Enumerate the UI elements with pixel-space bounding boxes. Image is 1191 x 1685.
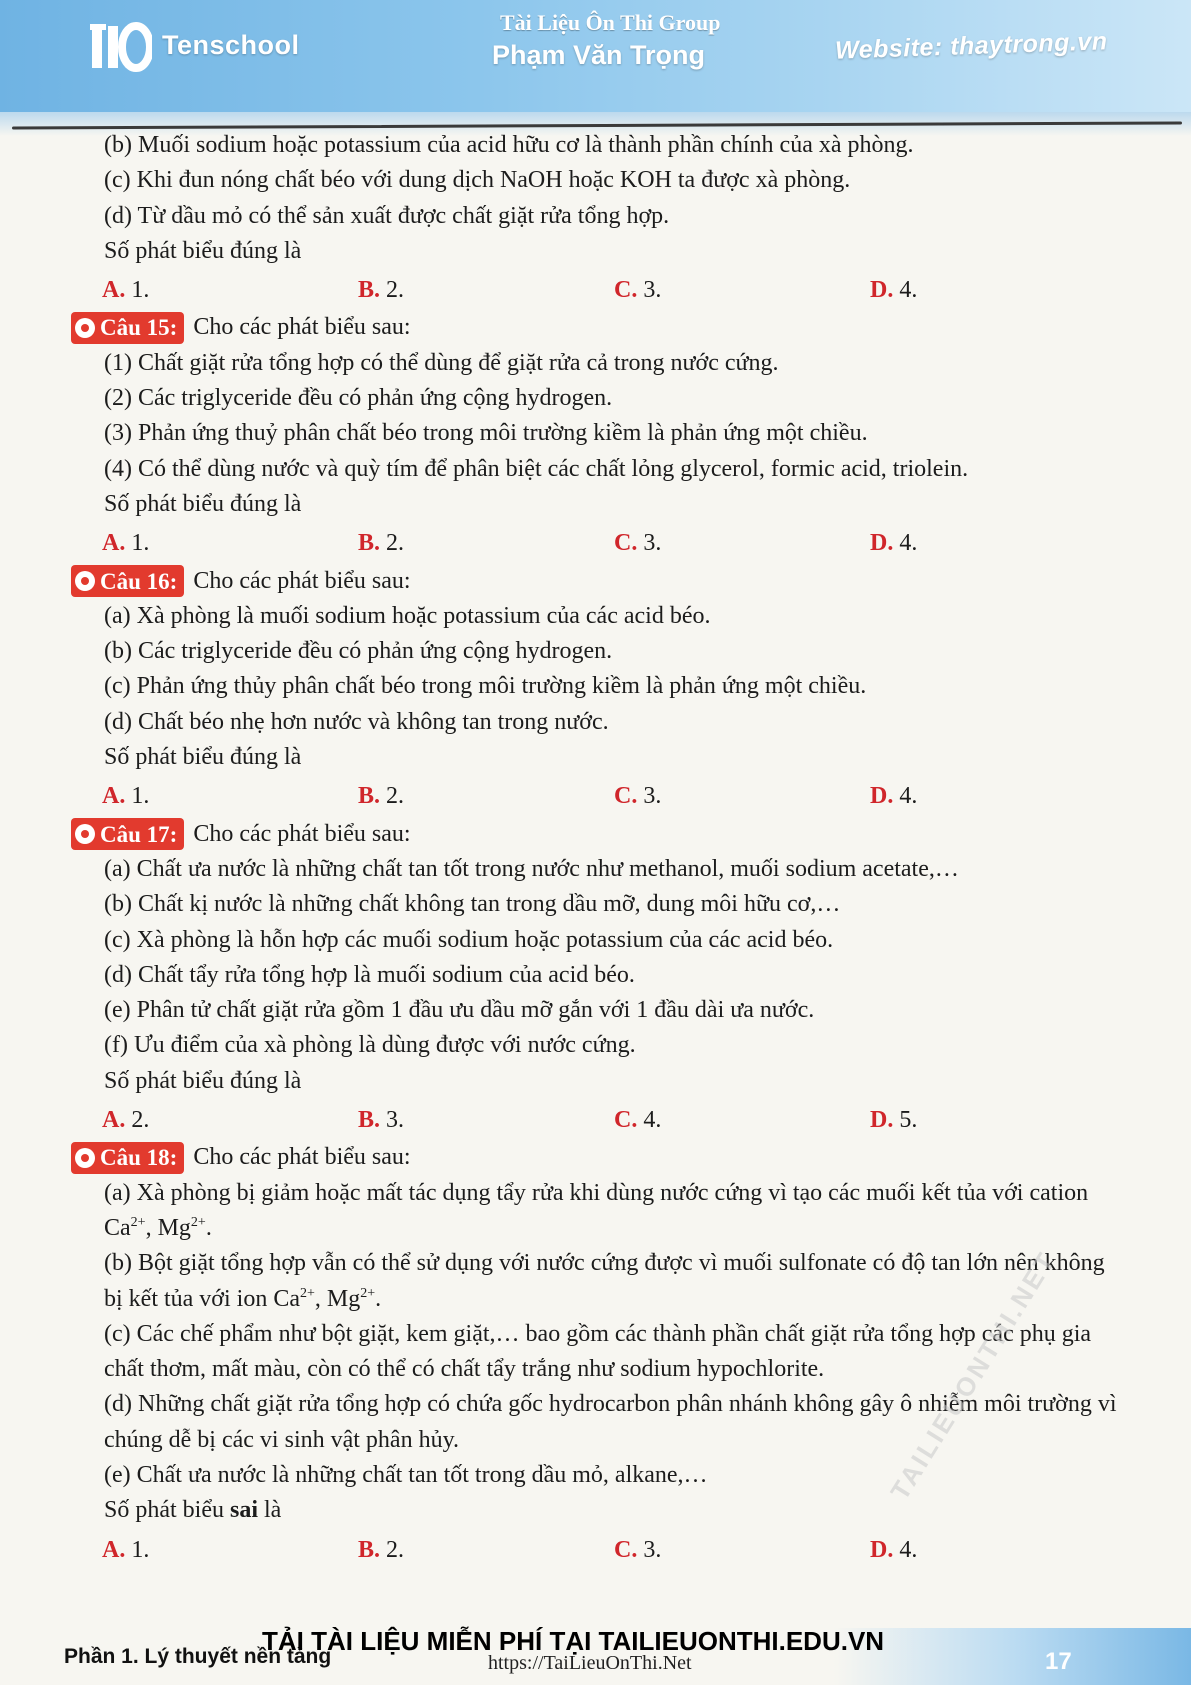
option-letter: C. xyxy=(614,277,638,304)
option-d[interactable] xyxy=(870,1533,1126,1568)
option-text: 5. xyxy=(899,1107,918,1134)
option-letter: D. xyxy=(870,530,894,557)
option-b[interactable] xyxy=(358,273,614,308)
option-letter: A. xyxy=(102,783,126,810)
tenschool-logo-icon xyxy=(90,22,152,72)
option-a[interactable] xyxy=(102,1533,358,1568)
question-label: Câu 18: xyxy=(100,1145,178,1171)
page-number: 17 xyxy=(1045,1648,1072,1675)
question-prompt: Cho các phát biểu sau: xyxy=(193,820,411,847)
option-b[interactable] xyxy=(358,779,614,814)
question-prompt: Cho các phát biểu sau: xyxy=(193,1144,411,1171)
option-text: 2. xyxy=(131,1107,150,1134)
option-letter: A. xyxy=(102,277,126,304)
option-letter: B. xyxy=(358,1107,381,1134)
answer-options xyxy=(102,273,1126,308)
option-letter: C. xyxy=(614,1536,638,1563)
statement-line: (d) Chất béo nhẹ hơn nước và không tan trong nước. xyxy=(104,708,609,735)
ion-charge: 2+ xyxy=(300,1285,315,1301)
option-a[interactable] xyxy=(102,1103,358,1138)
question-badge xyxy=(71,565,184,597)
question-18-header xyxy=(96,1140,1126,1175)
option-a[interactable] xyxy=(102,779,358,814)
question-label: Câu 17: xyxy=(100,821,178,847)
question-16-header xyxy=(96,564,1126,599)
ion-charge: 2+ xyxy=(190,1214,206,1230)
ion-charge: 2+ xyxy=(360,1285,376,1301)
statement-text: (b) Bột giặt tổng hợp vẫn có thể sử dụng với nước cứng được vì muối sulfonate có độ tan lớn nên không bị kết tủa với ion Ca xyxy=(104,1250,1105,1312)
badge-icon xyxy=(75,318,95,338)
badge-icon xyxy=(75,824,95,844)
ion-separator: , Mg xyxy=(145,1214,191,1241)
option-letter: B. xyxy=(358,530,381,557)
option-letter: D. xyxy=(870,783,894,810)
question-prompt: Cho các phát biểu sau: xyxy=(193,314,411,341)
option-b[interactable] xyxy=(358,1533,614,1568)
author-name: Phạm Văn Trọng xyxy=(492,40,706,70)
question-stem: Số phát biểu đúng là xyxy=(104,744,302,771)
option-b[interactable] xyxy=(358,1103,614,1138)
statement-line: (4) Có thể dùng nước và quỳ tím để phân biệt các chất lỏng glycerol, formic acid, triolein. xyxy=(104,455,969,482)
statement-line: (f) Ưu điểm của xà phòng là dùng được với nước cứng. xyxy=(104,1032,636,1059)
statement-line: (e) Chất ưa nước là những chất tan tốt trong dầu mỏ, alkane,… xyxy=(104,1461,708,1488)
statement-line: (c) Xà phòng là hỗn hợp các muối sodium hoặc potassium của các acid béo. xyxy=(104,926,834,953)
option-c[interactable] xyxy=(614,273,870,308)
option-letter: A. xyxy=(102,1107,126,1134)
statement-line: (b) Muối sodium hoặc potassium của acid hữu cơ là thành phần chính của xà phòng. xyxy=(104,132,914,158)
question-17-header xyxy=(96,817,1126,852)
option-text: 1. xyxy=(131,530,150,557)
stem-prefix: Số phát biểu xyxy=(104,1497,230,1524)
option-letter: C. xyxy=(614,530,638,557)
statement-line: (a) Xà phòng là muối sodium hoặc potassium của các acid béo. xyxy=(104,602,711,629)
option-letter: C. xyxy=(614,1107,638,1134)
option-text: 4. xyxy=(899,530,918,557)
option-text: 2. xyxy=(386,1536,405,1563)
option-text: 2. xyxy=(386,530,405,557)
option-letter: B. xyxy=(358,1536,381,1563)
question-badge xyxy=(71,1142,184,1174)
question-stem: Số phát biểu đúng là xyxy=(104,237,302,264)
option-text: 3. xyxy=(386,1107,405,1134)
stem-emphasis: sai xyxy=(230,1497,259,1524)
statement-line: (e) Phân tử chất giặt rửa gồm 1 đầu ưu dầu mỡ gắn với 1 đầu dài ưa nước. xyxy=(104,997,815,1024)
footer-section-title: Phần 1. Lý thuyết nền tảng xyxy=(64,1645,332,1668)
option-letter: D. xyxy=(870,1536,894,1563)
website-link[interactable]: Website: thaytrong.vn xyxy=(834,27,1108,65)
badge-icon xyxy=(75,571,95,591)
question-stem xyxy=(104,1493,1126,1528)
statement-line: (c) Khi đun nóng chất béo với dung dịch NaOH hoặc KOH ta được xà phòng. xyxy=(104,167,851,194)
ion-charge: 2+ xyxy=(130,1214,146,1230)
option-text: 1. xyxy=(131,277,150,304)
statement-line: (d) Từ dầu mỏ có thể sản xuất được chất giặt rửa tổng hợp. xyxy=(104,202,670,229)
option-c[interactable] xyxy=(614,1533,870,1568)
option-d[interactable] xyxy=(870,526,1126,561)
question-label: Câu 16: xyxy=(100,568,178,594)
option-text: 1. xyxy=(131,1536,150,1563)
answer-options xyxy=(102,1103,1126,1138)
answer-options xyxy=(102,526,1126,561)
statement-line: (d) Chất tẩy rửa tổng hợp là muối sodium của acid béo. xyxy=(104,961,635,988)
option-text: 3. xyxy=(643,1536,662,1563)
statement-text: (a) Xà phòng bị giảm hoặc mất tác dụng tẩy rửa khi dùng nước cứng vì tạo các muối kết tủa với cation Ca xyxy=(104,1179,1089,1241)
option-d[interactable] xyxy=(870,273,1126,308)
group-name: Tài Liệu Ôn Thi Group xyxy=(500,10,721,35)
option-letter: A. xyxy=(102,530,126,557)
line-end: . xyxy=(205,1214,212,1241)
option-text: 3. xyxy=(643,277,662,304)
option-c[interactable] xyxy=(614,779,870,814)
statement-line: (2) Các triglyceride đều có phản ứng cộng hydrogen. xyxy=(104,385,613,412)
option-text: 3. xyxy=(643,783,662,810)
option-d[interactable] xyxy=(870,779,1126,814)
footer-url-link[interactable]: https://TaiLieuOnThi.Net xyxy=(488,1652,692,1674)
option-letter: C. xyxy=(614,783,638,810)
option-c[interactable] xyxy=(614,526,870,561)
statement-line: (a) Chất ưa nước là những chất tan tốt trong nước như methanol, muối sodium acetate,… xyxy=(104,855,959,882)
question-prompt: Cho các phát biểu sau: xyxy=(193,567,411,594)
question-label: Câu 15: xyxy=(100,315,178,341)
question-15-header xyxy=(96,310,1126,345)
answer-options xyxy=(102,779,1126,814)
badge-icon xyxy=(75,1148,95,1168)
watermark: TAILIEUONTHI.NET xyxy=(884,1245,1063,1505)
statement-line: (1) Chất giặt rửa tổng hợp có thể dùng để giặt rửa cả trong nước cứng. xyxy=(104,349,779,376)
line-end: . xyxy=(375,1285,382,1312)
option-text: 2. xyxy=(386,783,405,810)
option-b[interactable] xyxy=(358,526,614,561)
option-text: 4. xyxy=(643,1107,662,1134)
option-a[interactable] xyxy=(102,273,358,308)
statement-line: (c) Phản ứng thủy phân chất béo trong môi trường kiềm là phản ứng một chiều. xyxy=(104,673,867,700)
stem-suffix: là xyxy=(258,1497,282,1524)
option-letter: D. xyxy=(870,1107,894,1134)
option-letter: A. xyxy=(102,1536,126,1563)
option-text: 2. xyxy=(386,277,405,304)
question-stem: Số phát biểu đúng là xyxy=(104,1067,302,1094)
statement-line xyxy=(104,1176,1126,1247)
statement-line: (3) Phản ứng thuỷ phân chất béo trong môi trường kiềm là phản ứng một chiều. xyxy=(104,420,868,447)
option-letter: B. xyxy=(358,783,381,810)
answer-options xyxy=(102,1533,1126,1568)
statement-line: (d) Những chất giặt rửa tổng hợp có chứa gốc hydrocarbon phân nhánh không gây ô nhiễm môi trường vì chúng dễ bị các vi sinh vật phân hủy. xyxy=(104,1391,1117,1453)
option-text: 3. xyxy=(643,530,662,557)
option-c[interactable] xyxy=(614,1103,870,1138)
option-text: 1. xyxy=(131,783,150,810)
ion-separator: , Mg xyxy=(314,1285,361,1312)
option-d[interactable] xyxy=(870,1103,1126,1138)
question-stem: Số phát biểu đúng là xyxy=(104,490,302,517)
statement-line xyxy=(104,1246,1126,1317)
statement-line: (c) Các chế phẩm như bột giặt, kem giặt,… bao gồm các thành phần chất giặt rửa tổng hợp các phụ gia chất thơm, mất màu, còn có thể có chất tẩy trắng như sodium hypochlorite. xyxy=(104,1320,1092,1383)
question-badge xyxy=(71,312,184,344)
option-letter: D. xyxy=(870,277,894,304)
statement-line: (b) Chất kị nước là những chất không tan trong dầu mỡ, dung môi hữu cơ,… xyxy=(104,891,841,918)
option-text: 4. xyxy=(899,277,918,304)
question-badge xyxy=(71,818,184,850)
footer-promo-link[interactable]: TẢI TÀI LIỆU MIỄN PHÍ TẠI TAILIEUONTHI.EDU.VN xyxy=(262,1626,885,1656)
option-text: 4. xyxy=(899,783,918,810)
option-a[interactable] xyxy=(102,526,358,561)
statement-line: (b) Các triglyceride đều có phản ứng cộng hydrogen. xyxy=(104,638,613,665)
logo-text: Tenschool xyxy=(162,30,300,60)
option-letter: B. xyxy=(358,277,381,304)
option-text: 4. xyxy=(899,1536,918,1563)
